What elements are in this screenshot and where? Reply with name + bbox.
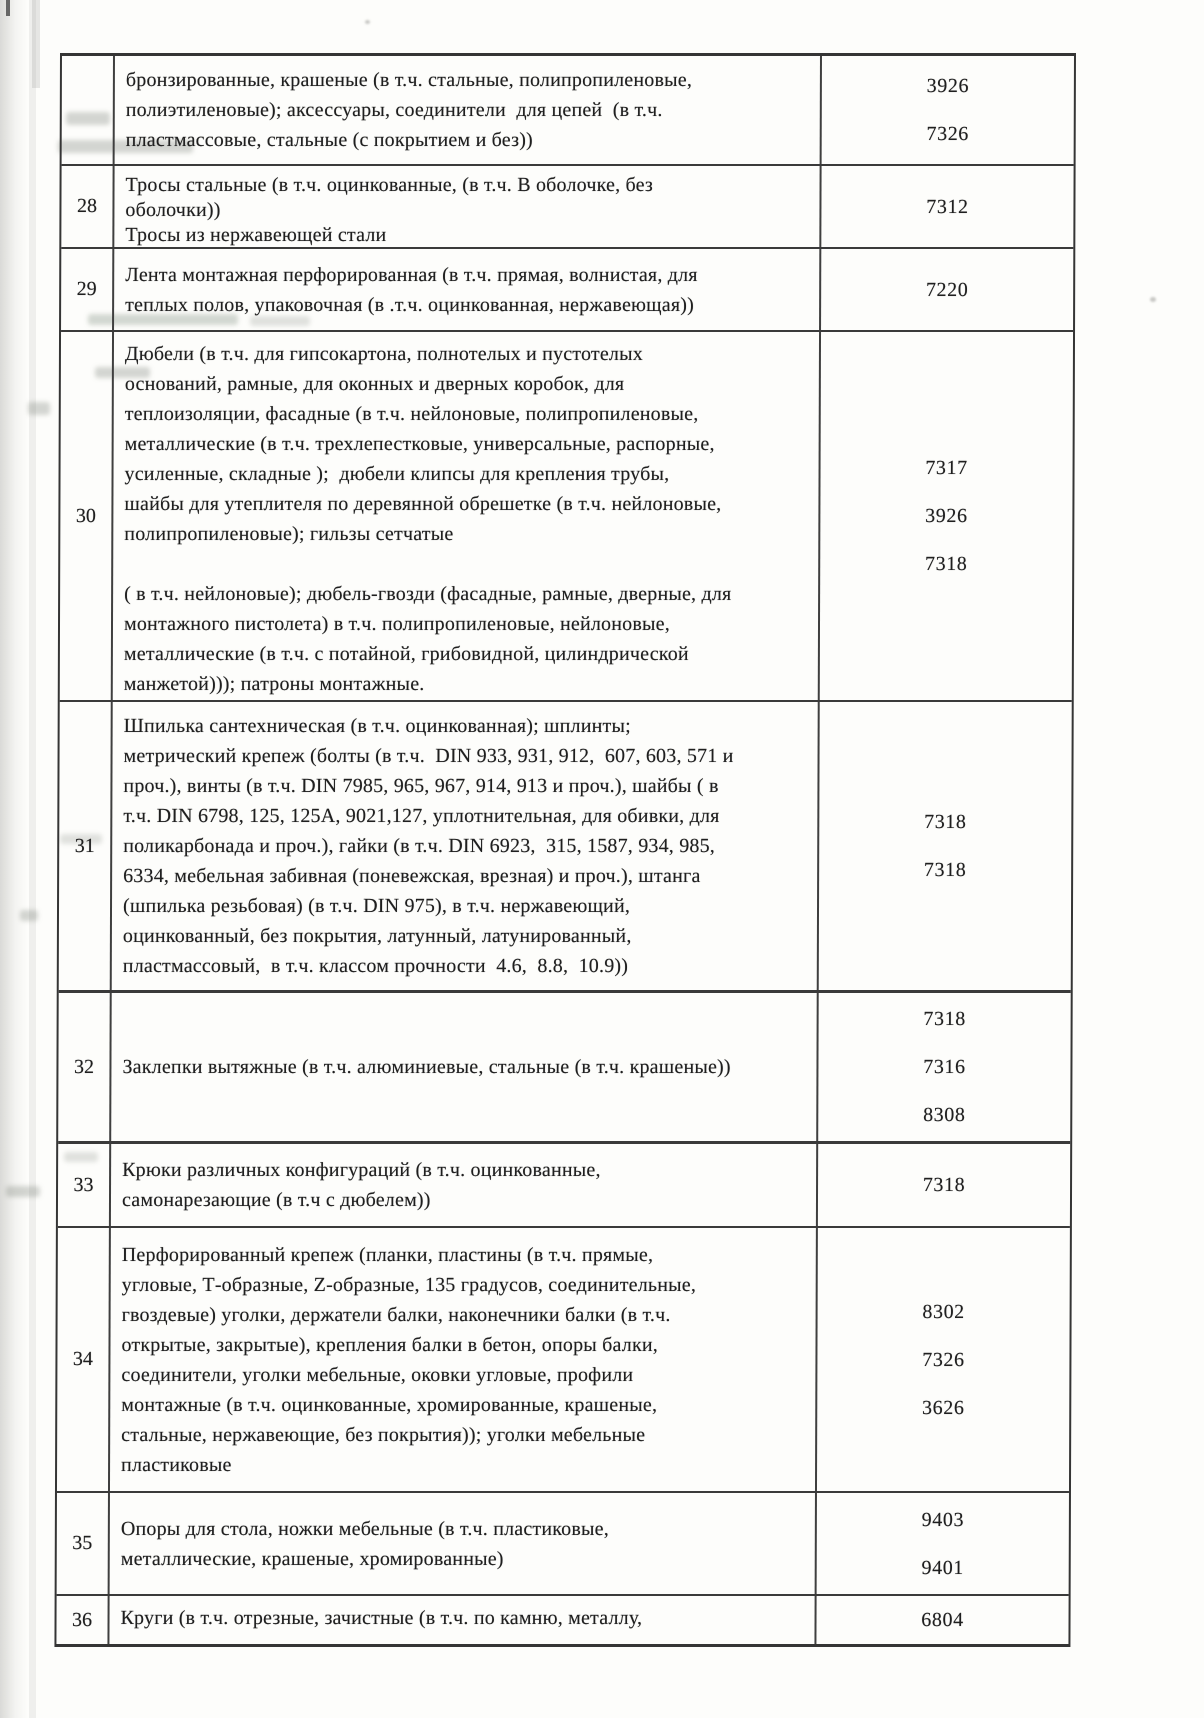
code-value: 3626 [922, 1396, 965, 1419]
row-number-cell: 35 [57, 1493, 110, 1594]
scan-artifact [28, 402, 50, 415]
description-line: металлические (в т.ч. с потайной, грибовидной, цилиндрической [123, 643, 689, 665]
table-row [57, 1228, 1070, 1493]
code-value: 6804 [921, 1609, 964, 1631]
description-line: Шпилька сантехническая (в т.ч. оцинкованная); шплинты; [123, 715, 631, 737]
code-cell [818, 1144, 1070, 1226]
code-value: 7318 [923, 1008, 966, 1030]
code-value: 7318 [922, 1174, 966, 1196]
description-line: Лента монтажная перфорированная (в т.ч. прямая, волнистая, для [125, 263, 698, 286]
code-cell [816, 1596, 1068, 1644]
description-line: Заклепки вытяжные (в т.ч. алюминиевые, стальные (в т.ч. крашеные)) [122, 1056, 731, 1078]
table-row [61, 249, 1073, 332]
description-cell [115, 56, 822, 164]
code-cell [821, 249, 1073, 330]
code-value: 7318 [923, 859, 967, 881]
description-line: теплоизоляции, фасадные (в т.ч. нейлоновые, полипропиленовые, [124, 403, 699, 425]
description-line: бронзированные, крашеные (в т.ч. стальные, полипропиленовые, [125, 69, 693, 91]
code-value: 7317 [925, 457, 968, 479]
code-value: 7220 [925, 278, 969, 301]
description-line: пластмассовые, стальные (с покрытием и без)) [125, 129, 533, 151]
table-row [58, 993, 1071, 1144]
code-value: 7326 [922, 1348, 965, 1371]
description-cell [110, 1493, 817, 1594]
description-line: металлические (в т.ч. трехлепестковые, универсальные, распорные, [124, 433, 715, 455]
scan-artifact [20, 910, 38, 921]
description-line: металлические, крашеные, хромированные) [120, 1547, 504, 1570]
table-row [58, 1144, 1070, 1228]
description-line: усиленные, складные ); дюбели клипсы для крепления трубы, [124, 463, 670, 485]
description-line: пластмассовый, в т.ч. классом прочности 4.6, 8.8, 10.9)) [122, 955, 629, 977]
description-line: теплых полов, упаковочная (в .т.ч. оцинкованная, нержавеющая)) [125, 293, 695, 316]
description-line: ( в т.ч. нейлоновые); дюбель-гвозди (фасадные, рамные, дверные, для [124, 583, 732, 605]
description-line: монтажные (в т.ч. оцинкованные, хромированные, крашеные, [121, 1393, 658, 1416]
description-line: соединители, уголки мебельные, оковки угловые, профили [121, 1363, 634, 1386]
table-row [59, 702, 1072, 993]
code-value: 3926 [925, 505, 968, 527]
description-line: Опоры для стола, ножки мебельные (в т.ч. пластиковые, [120, 1517, 610, 1540]
description-line: стальные, нержавеющие, без покрытия)); уголки мебельные [121, 1423, 646, 1446]
commodity-table [54, 53, 1076, 1647]
row-number-cell: 32 [58, 993, 112, 1141]
row-number-cell: 28 [61, 166, 114, 247]
description-cell [114, 166, 821, 247]
description-cell [112, 702, 820, 990]
description-line: открытые, закрытые), крепления балки в бетон, опоры балки, [121, 1333, 659, 1356]
description-line: метрический крепеж (болты (в т.ч. DIN 933, 931, 912, 607, 603, 571 и [123, 745, 734, 767]
description-line: Тросы из нержавеющей стали [125, 224, 387, 246]
scan-artifact [1150, 297, 1156, 302]
description-line: т.ч. DIN 6798, 125, 125А, 9021,127, уплотнительная, для обивки, для [123, 805, 720, 827]
description-line: Тросы стальные (в т.ч. оцинкованные, (в т.ч. В оболочке, без [125, 174, 654, 196]
description-line: шайбы для утеплителя по деревянной обрешетке (в т.ч. нейлоновые, [124, 493, 722, 515]
scan-edge-shadow [0, 0, 28, 1718]
description-cell [111, 993, 819, 1141]
code-value: 8302 [922, 1300, 965, 1323]
description-line: (шпилька резьбовая) (в т.ч. DIN 975), в т.ч. нержавеющий, [122, 895, 631, 917]
row-number-cell: 29 [61, 249, 114, 330]
row-number-cell: 31 [59, 702, 113, 990]
description-line: поликарбонада и проч.), гайки (в т.ч. DIN 6923, 315, 1587, 934, 985, [123, 835, 716, 857]
code-value: 7318 [924, 553, 968, 575]
code-value: 9403 [921, 1508, 965, 1531]
code-value: 7326 [926, 123, 969, 145]
table-row [62, 56, 1074, 166]
scan-artifact [32, 0, 40, 88]
table-row [56, 1596, 1068, 1644]
code-cell [819, 702, 1072, 990]
code-cell [821, 166, 1073, 247]
description-line: 6334, мебельная забивная (поневежская, врезная) и проч.), штанга [123, 865, 701, 887]
table-row [57, 1493, 1069, 1596]
description-line: самонарезающие (в т.ч с дюбелем)) [121, 1189, 431, 1211]
row-number-cell: 30 [60, 332, 114, 700]
row-number-cell: 34 [57, 1228, 111, 1491]
row-number-cell: 36 [56, 1596, 109, 1644]
description-line: пластиковые [121, 1453, 232, 1476]
description-line: проч.), винты (в т.ч. DIN 7985, 965, 967, 914, 913 и проч.), шайбы ( в [123, 775, 719, 797]
description-line: Круги (в т.ч. отрезные, зачистные (в т.ч. по камню, металлу, [120, 1607, 643, 1629]
description-line: полипропиленовые); гильзы сетчатые [124, 523, 454, 545]
code-cell [822, 56, 1074, 164]
code-cell [820, 332, 1073, 700]
description-cell [110, 1228, 818, 1491]
code-cell [818, 993, 1071, 1141]
table-row [61, 166, 1073, 249]
code-value: 3926 [926, 75, 970, 97]
description-line: Перфорированный крепеж (планки, пластины (в т.ч. прямые, [121, 1243, 654, 1266]
code-value: 7312 [926, 195, 969, 218]
description-cell [113, 332, 821, 700]
code-value: 9401 [921, 1556, 964, 1579]
description-line: угловые, Т-образные, Z-образные, 135 градусов, соединительные, [121, 1273, 697, 1296]
description-line: полиэтиленовые); аксессуары, соединители для цепей (в т.ч. [125, 99, 663, 121]
scan-artifact [365, 20, 370, 24]
scan-edge-streak [29, 0, 36, 1718]
code-cell [817, 1493, 1069, 1594]
description-cell [114, 249, 821, 330]
scan-artifact [6, 0, 10, 16]
code-value: 7318 [924, 811, 967, 833]
description-cell [111, 1144, 818, 1226]
description-line [124, 549, 814, 579]
description-line: Крюки различных конфигураций (в т.ч. оцинкованные, [122, 1159, 601, 1181]
table-row [60, 332, 1073, 702]
description-line: оболочки)) [125, 199, 221, 221]
scan-artifact [6, 1186, 40, 1197]
description-line: оснований, рамные, для оконных и дверных коробок, для [124, 373, 625, 395]
description-line: монтажного пистолета) в т.ч. полипропиленовые, нейлоновые, [123, 613, 670, 635]
code-value: 8308 [923, 1104, 966, 1126]
code-cell [817, 1228, 1070, 1491]
description-line: гвоздевые) уголки, держатели балки, наконечники балки (в т.ч. [121, 1303, 671, 1326]
row-number-cell [62, 56, 115, 164]
code-value: 7316 [923, 1056, 966, 1078]
row-number-cell: 33 [58, 1144, 111, 1226]
description-line: Дюбели (в т.ч. для гипсокартона, полнотелых и пустотелых [124, 343, 644, 365]
description-line: манжетой))); патроны монтажные. [123, 673, 425, 695]
description-line: оцинкованный, без покрытия, латунный, латунированный, [122, 925, 632, 947]
description-cell [109, 1596, 816, 1644]
